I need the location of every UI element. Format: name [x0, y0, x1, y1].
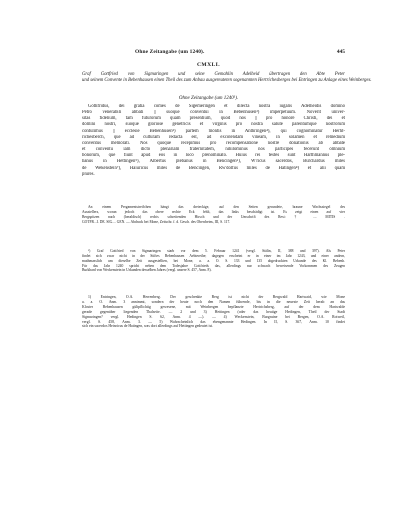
document-summary — [82, 72, 372, 84]
seal-note — [82, 205, 345, 224]
place-notes — [82, 295, 345, 329]
running-header-title: Ohne Zeitangabe (um 1240). — [135, 49, 205, 55]
footnote-line: ¹) Graf Gottfried von Sigmaringen starb vor dem 5. Februar 1241 (vergl. Stälin, II, 388 und 397). Als Peter — [88, 249, 345, 253]
charter-line: contulimus || ecclesie Bebenhusen³) partem montis in Anthringen⁴), qui cognominatur Herht- — [82, 128, 345, 134]
charter-line: conventus memorati. Nos quoque recepimus pro recompensatione nostre donationis ab abbate — [82, 140, 345, 146]
summary-line: Graf Gottfried von Sigmaringen und seine Gemahlin Adelheid übertragen den Abte Peter — [82, 72, 345, 77]
charter-line: sitas fidelium, tam futurorum quam presentium, quod nos || pro honore Christi, dei et — [82, 116, 345, 122]
dateline: Ohne Zeitangabe (um 1240¹). — [178, 96, 239, 101]
place-note-line: vergl. S. 458, Anm. 3. — 5) Wahrscheinlich das ebengenannte Hedingen. In II, S. 367, Anm. 10 findet — [82, 319, 345, 324]
charter-line: bonorum, que fiunt apud eos in loco prenominato. Huius rei testes sunt Harthmannus ple- — [82, 153, 345, 159]
charter-line: richesberch, que ad culturam redacta est, ad excolendam vineam, in solamen et remedium — [82, 134, 345, 140]
document-number: CMXLI. — [196, 62, 221, 68]
charter-line: plures. — [82, 171, 95, 177]
seal-note-line: GOTFR...I. DE. SIG.... GEN. — Abdruck bei Mone, Zeitschr. f. d. Gesch. des Oberrheins, III, S. 117. — [82, 219, 231, 224]
place-note-line: 1) Entringen, O.A. Herrenberg. Der geschenkte Berg ist nicht der Bergwald Hartwaid, wie Mone — [88, 295, 345, 299]
seal-note-line: Bergspitzen nach (heraldisch) rechts schreitenden Hirsch und der Umschrift des Rest: † .... MITIS . — [82, 214, 345, 219]
charter-line: banus in Hettingen⁵), Albertus plebanus in Bencingen⁶), W'ricus sacerdos, Burchardus miles — [82, 159, 345, 165]
place-note-line: Sigmaringen? vergl. Hedingen S. 62, Anm. 4 —). — 4) Weckenstein, Burgruine bei Bergen, O.A. Rotweil, — [82, 314, 345, 319]
running-header — [82, 49, 345, 59]
seal-note-line: Ausstellers, woran jedoch das obere rechte Eck fehlt, das links beschädigt ist. Es zeigt einen auf vier — [82, 209, 345, 214]
charter-text — [82, 104, 345, 178]
place-note-line: sich ein sacerdos Heinricus de Hatingen, was dort allerdings auf Hettingen gedeutet ist. — [82, 324, 214, 329]
footnote-line: Burkhard von Weckenstein in Urkunden desselben Jahres (vergl. unsere S. 457, Anm. 8). — [82, 268, 212, 273]
charter-line: et conventu iam dicto plenariam fraternitatem, nihilominus nos participes fecerunt omnium — [82, 147, 345, 153]
place-note-line: a. a. O. Anm. 3 annimmt, sondern der heute noch den Namen führende, bis in die neueste Zeit herab an das — [82, 299, 345, 304]
footnote-line: Für das Jahr 1240 spricht neben dem Todesjahre Gottfrieds das, allerdings nur schwach beweisende Vorkommen des Zeugen — [82, 263, 345, 268]
dating-footnote — [82, 249, 345, 273]
summary-line: und seinem Convente in Bebenhausen einen Theil des zum Anbau ausgereuteten sogenannten Hertrichesberges bei Entringen zu Anlage eines Weinberges. — [82, 78, 372, 84]
footnote-line: muthmasslich um dieselbe Zeit ausgestellten, bei Mone, a. a. O. S. 133 und 135 abgedruckten Urkunde des Kl. Bebenh. — [82, 258, 345, 263]
charter-line: Gothfridus, dei gratia comes de Sigemeringen et dilecta nostra iugalis Adelheidis domino — [88, 104, 345, 109]
charter-line: Petro venerabili abbati || suoque conventui in Bebenhusen²) imperpetuum. Noverit univer- — [82, 110, 345, 116]
charter-line: domini nostri, suoque gloriose genetricis et virginis pro nostra salute parentumque nostrorum — [82, 122, 345, 128]
footnote-line: findet sich zwar nicht in der Stiftes Bebenhausen Aebtereihe; dagegen erscheint er in einer im Jahr 1243, und einer andern, — [82, 253, 345, 258]
place-note-line: Kloster Bebenhausen gültpflichtig gewesene, mit Weinbergen bepflanzte Hertrichsberg, auf der dem Hartwalde — [82, 304, 345, 309]
seal-note-line: An einem Pergamentstreifchen hängt das dreieckige, auf den Seiten gerundete, braune Wachssiegel des — [88, 205, 345, 209]
page-number: 445 — [336, 49, 345, 55]
charter-line: de Wekenstein⁷), Haiuricus miles de Bencingen, Rw'dolfus miles de Hatingen⁸) et alii quam — [82, 165, 345, 171]
place-note-line: gerade gegenüber liegenden Thalseite. — 2 und 3) Hettingen (oder das heutige Hedingen, Theil der Stadt — [82, 309, 345, 314]
